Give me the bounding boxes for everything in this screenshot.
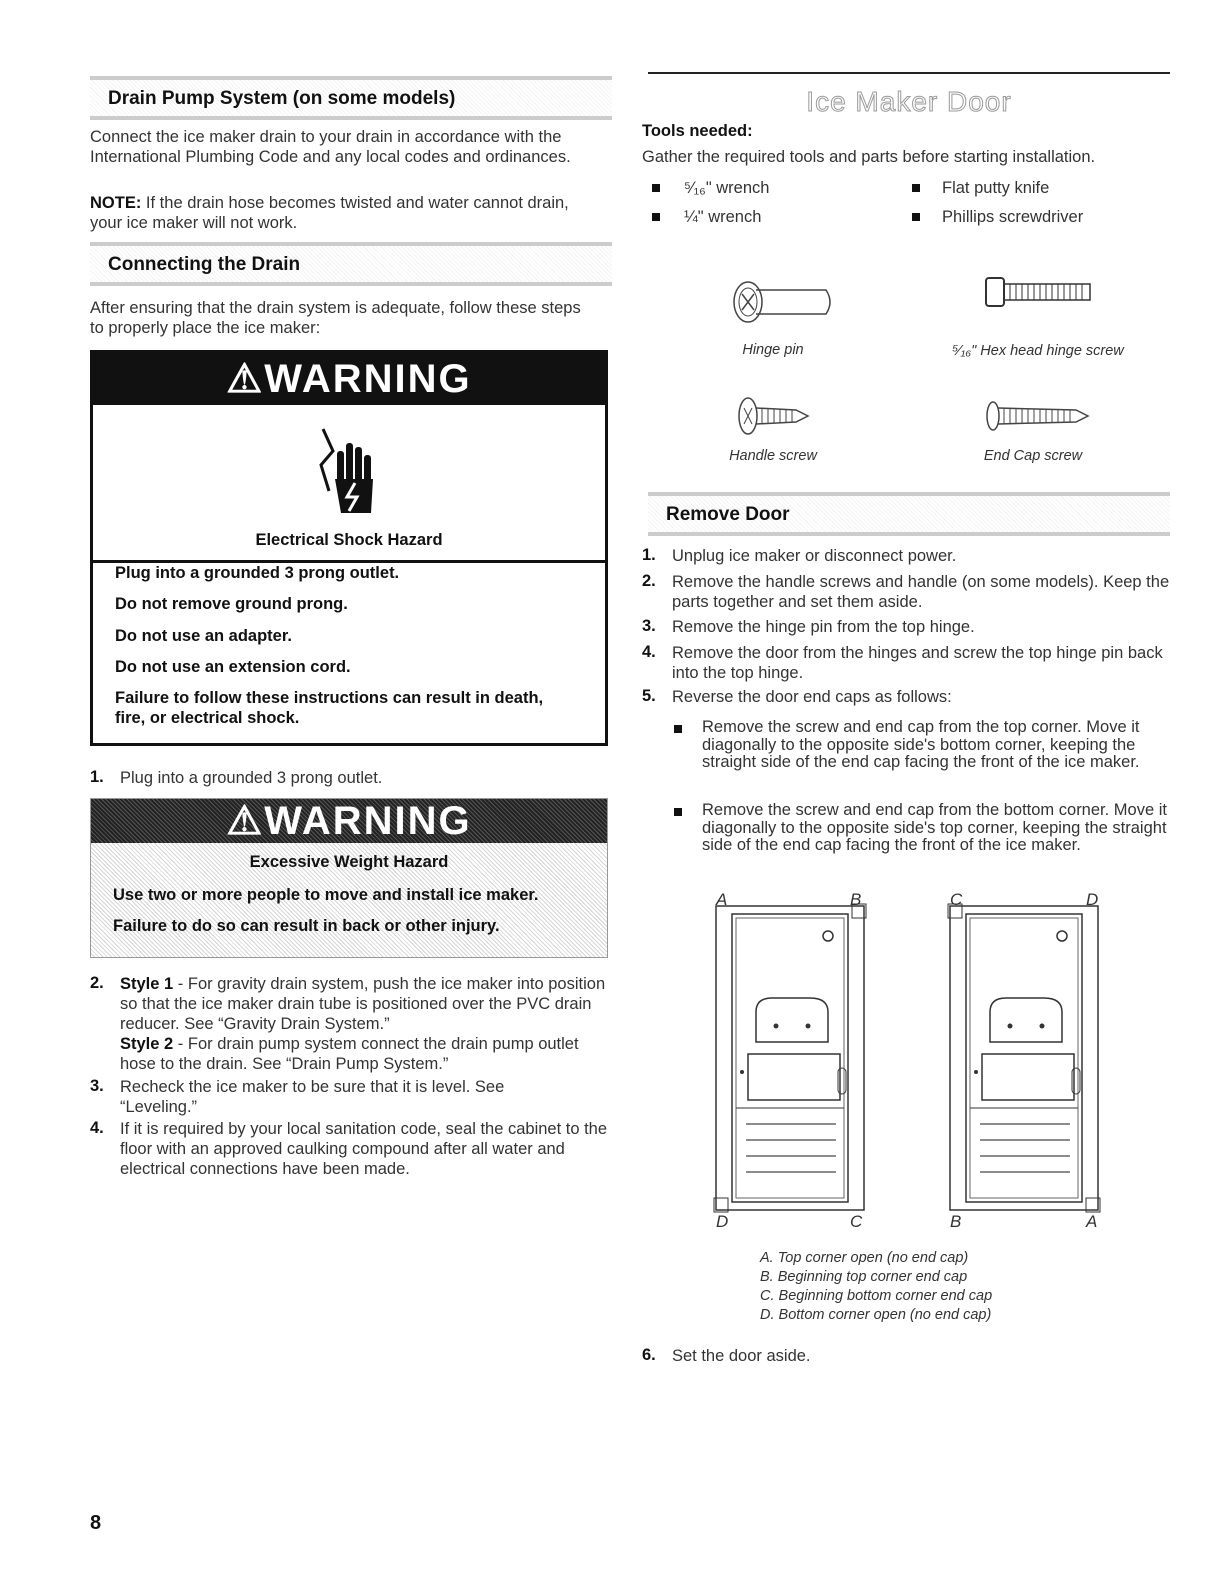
bullet-icon — [912, 213, 920, 221]
warning1-line: Do not remove ground prong. — [115, 595, 348, 613]
step-number: 2. — [90, 974, 104, 992]
connecting-heading: Connecting the Drain — [108, 254, 301, 275]
step-number: 2. — [642, 572, 656, 590]
warning-banner — [93, 353, 605, 405]
step-text: Remove the handle screws and handle (on some models). Keep the parts together and set them aside. — [672, 573, 1170, 611]
part-caption: ⁵⁄₁₆" Hex head hinge screw — [952, 343, 1124, 359]
weight-hazard-title: Excessive Weight Hazard — [249, 853, 449, 871]
diagram-label: B — [950, 1212, 962, 1231]
drain-pump-note — [90, 193, 590, 233]
hex-head-hinge-screw-icon — [984, 272, 1094, 312]
sub-bullet-text: Remove the screw and end cap from the top corner. Move it diagonally to the opposite side's bottom corner, keeping the straight side of the end cap facing the front of the ice maker. — [702, 718, 1140, 771]
step-number: 5. — [642, 687, 656, 705]
warning-banner — [91, 799, 607, 843]
diagram-label: C — [950, 890, 963, 909]
warning1-line: Do not use an adapter. — [115, 627, 292, 645]
step-text: Unplug ice maker or disconnect power. — [672, 547, 957, 565]
style1-text: - For gravity drain system, push the ice maker into position so that the ice maker drain tube is positioned over the PVC drain reducer. See “Gravity Drain System.” — [120, 975, 606, 1033]
step-number: 4. — [642, 643, 656, 661]
legend-item: D. Bottom corner open (no end cap) — [760, 1307, 992, 1323]
diagram-label: D — [716, 1212, 729, 1231]
diagram-legend — [760, 1249, 992, 1325]
bullet-icon — [674, 808, 682, 816]
end-cap-screw-icon — [984, 396, 1094, 436]
step-number: 3. — [90, 1077, 104, 1095]
step-number: 1. — [642, 546, 656, 564]
legend-item: A. Top corner open (no end cap) — [760, 1250, 969, 1266]
warning-triangle-icon: ⚠ — [226, 799, 265, 843]
step-text: Recheck the ice maker to be sure that it is level. See “Leveling.” — [120, 1078, 505, 1116]
warning1-line: Plug into a grounded 3 prong outlet. — [115, 564, 400, 582]
warning2-line: Use two or more people to move and install ice maker. — [113, 886, 539, 904]
bullet-icon — [912, 184, 920, 192]
part-caption: Handle screw — [729, 448, 817, 464]
weight-warning — [90, 798, 608, 958]
step-text — [120, 974, 610, 1074]
diagram-label: A — [716, 890, 728, 909]
note-label: NOTE: — [90, 194, 142, 212]
step-number: 1. — [90, 768, 104, 786]
electrical-shock-warning — [90, 350, 608, 746]
step-text: Remove the hinge pin from the top hinge. — [672, 618, 975, 636]
bullet-icon — [674, 725, 682, 733]
hinge-pin-icon — [726, 272, 846, 332]
warning-triangle-icon: ⚠ — [226, 357, 265, 401]
step-text: Remove the door from the hinges and screw the top hinge pin back into the top hinge. — [672, 644, 1163, 682]
remove-door-heading: Remove Door — [666, 504, 790, 525]
step-text: Plug into a grounded 3 prong outlet. — [120, 769, 383, 787]
tools-label: Tools needed: — [642, 122, 753, 140]
warning1-line: Do not use an extension cord. — [115, 658, 351, 676]
diagram-label: D — [1086, 890, 1099, 909]
electrical-hazard-title: Electrical Shock Hazard — [255, 531, 443, 549]
diagram-label: C — [850, 1212, 863, 1231]
tool-item: ⁵⁄₁₆" wrench — [684, 179, 770, 197]
part-caption: Hinge pin — [742, 342, 804, 358]
bullet-icon — [652, 184, 660, 192]
step-number: 3. — [642, 617, 656, 635]
handle-screw-icon — [736, 394, 816, 438]
section-header-drain-pump — [90, 76, 612, 120]
warning1-line: Failure to follow these instructions can result in death, fire, or electrical shock. — [115, 689, 544, 727]
warning2-line: Failure to do so can result in back or other injury. — [113, 917, 500, 935]
title-rule — [648, 72, 1170, 74]
ice-maker-door-diagram-right — [946, 902, 1102, 1214]
bullet-icon — [652, 213, 660, 221]
drain-pump-heading: Drain Pump System (on some models) — [108, 88, 456, 109]
part-caption: End Cap screw — [983, 448, 1083, 464]
step-text: Reverse the door end caps as follows: — [672, 688, 952, 706]
section-header-remove-door — [648, 492, 1170, 536]
page-number: 8 — [90, 1512, 102, 1534]
diagram-label: A — [1086, 1212, 1098, 1231]
warning-title: WARNING — [264, 357, 472, 401]
ice-maker-door-diagram-left — [712, 902, 868, 1214]
step-text: If it is required by your local sanitation code, seal the cabinet to the floor with an approved caulking compound after all water and electrical connections have been made. — [120, 1120, 608, 1178]
drain-pump-body: Connect the ice maker drain to your drain in accordance with the International Plumbing Code and any local codes and ordinances. — [90, 128, 571, 166]
tools-intro: Gather the required tools and parts before starting installation. — [642, 148, 1096, 166]
page-title: Ice Maker Door — [806, 86, 1012, 117]
legend-item: B. Beginning top corner end cap — [760, 1269, 968, 1285]
tool-item: Phillips screwdriver — [942, 208, 1084, 226]
step-number: 4. — [90, 1119, 104, 1137]
legend-item: C. Beginning bottom corner end cap — [760, 1288, 993, 1304]
section-header-connecting — [90, 242, 612, 286]
tool-item: ¼" wrench — [684, 208, 762, 226]
electric-shock-hand-icon — [315, 421, 385, 521]
note-text: If the drain hose becomes twisted and water cannot drain, your ice maker will not work. — [90, 194, 569, 232]
step-text: Set the door aside. — [672, 1347, 811, 1365]
step-number: 6. — [642, 1346, 656, 1364]
warning-title: WARNING — [264, 799, 472, 843]
connecting-body: After ensuring that the drain system is adequate, follow these steps to properly place the ice maker: — [90, 299, 581, 337]
style2-text: - For drain pump system connect the drain pump outlet hose to the drain. See “Drain Pump System.” — [120, 1035, 579, 1073]
sub-bullet-text: Remove the screw and end cap from the bottom corner. Move it diagonally to the opposite side's top corner, keeping the straight side of the end cap facing the front of the ice maker. — [702, 801, 1167, 854]
style2-label: Style 2 — [120, 1035, 174, 1053]
diagram-label: B — [850, 890, 862, 909]
style1-label: Style 1 — [120, 975, 174, 993]
tool-item: Flat putty knife — [942, 179, 1050, 197]
